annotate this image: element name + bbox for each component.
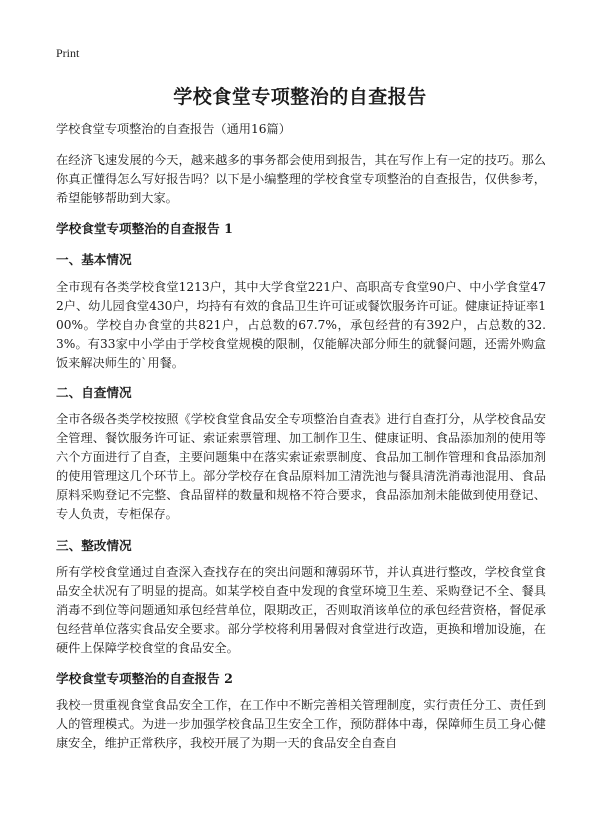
section-2-heading: 二、自查情况 bbox=[56, 385, 132, 400]
section-3-paragraph: 所有学校食堂通过自查深入查找存在的突出问题和薄弱环节，并认真进行整改，学校食堂食品安全状况有了明显的提高。如某学校自查中发现的食堂环境卫生差、采购登记不全、餐具消毒不到位等问题通知承包经营单位，限期改正，否则取消该单位的承包经营资格，督促承包经营单位落实食品安全要求。部分学校将利用暑假对食堂进行改造，更换和增加设施，在硬件上保障学校食堂的食品安全。 bbox=[56, 565, 546, 655]
intro-paragraph: 在经济飞速发展的今天，越来越多的事务都会使用到报告，其在写作上有一定的技巧。那么你真正懂得怎么写好报告吗？以下是小编整理的学校食堂专项整治的自查报告，仅供参考，希望能够帮助到大家。 bbox=[56, 153, 546, 205]
section-1-heading: 一、基本情况 bbox=[56, 252, 132, 267]
section-2-paragraph: 全市各级各类学校按照《学校食堂食品安全专项整治自查表》进行自查打分，从学校食品安全管理、餐饮服务许可证、索证索票管理、加工制作卫生、健康证明、食品添加剂的使用等六个方面进行了自查，主要问题集中在落实索证索票制度、食品加工制作管理和食品添加剂的使用管理这几个环节上。部分学校存在食品原料加工清洗池与餐具清洗消毒池混用、食品原料采购登记不完整、食品留样的数量和规格不符合要求，食品添加剂未能做到使用登记、专人负责，专柜保存。 bbox=[56, 412, 546, 521]
report-2-paragraph: 我校一贯重视食堂食品安全工作，在工作中不断完善相关管理制度，实行责任分工、责任到人的管理模式。为进一步加强学校食品卫生安全工作，预防群体中毒，保障师生员工身心健康安全，维护正常秩序，我校开展了为期一天的食品安全自查自 bbox=[56, 698, 546, 750]
document-subtitle: 学校食堂专项整治的自查报告（通用16篇） bbox=[56, 122, 291, 136]
report-1-heading: 学校食堂专项整治的自查报告 1 bbox=[56, 221, 233, 236]
section-3-heading: 三、整改情况 bbox=[56, 538, 132, 553]
section-1-paragraph: 全市现有各类学校食堂1213户，其中大学食堂221户、高职高专食堂90户、中小学食堂472户、幼儿园食堂430户，均持有有效的食品卫生许可证或餐饮服务许可证。健康证持证率100%。学校自办食堂的共821户，占总数的67.7%，承包经营的有392户，占总数的32.3%。有33家中小学由于学校食堂规模的限制，仅能解决部分师生的就餐问题，还需外购盒饭来解决师生的`用餐。 bbox=[56, 280, 546, 370]
page-title: 学校食堂专项整治的自查报告 bbox=[173, 86, 427, 108]
print-link[interactable]: Print bbox=[56, 46, 80, 60]
report-2-heading: 学校食堂专项整治的自查报告 2 bbox=[56, 671, 233, 686]
